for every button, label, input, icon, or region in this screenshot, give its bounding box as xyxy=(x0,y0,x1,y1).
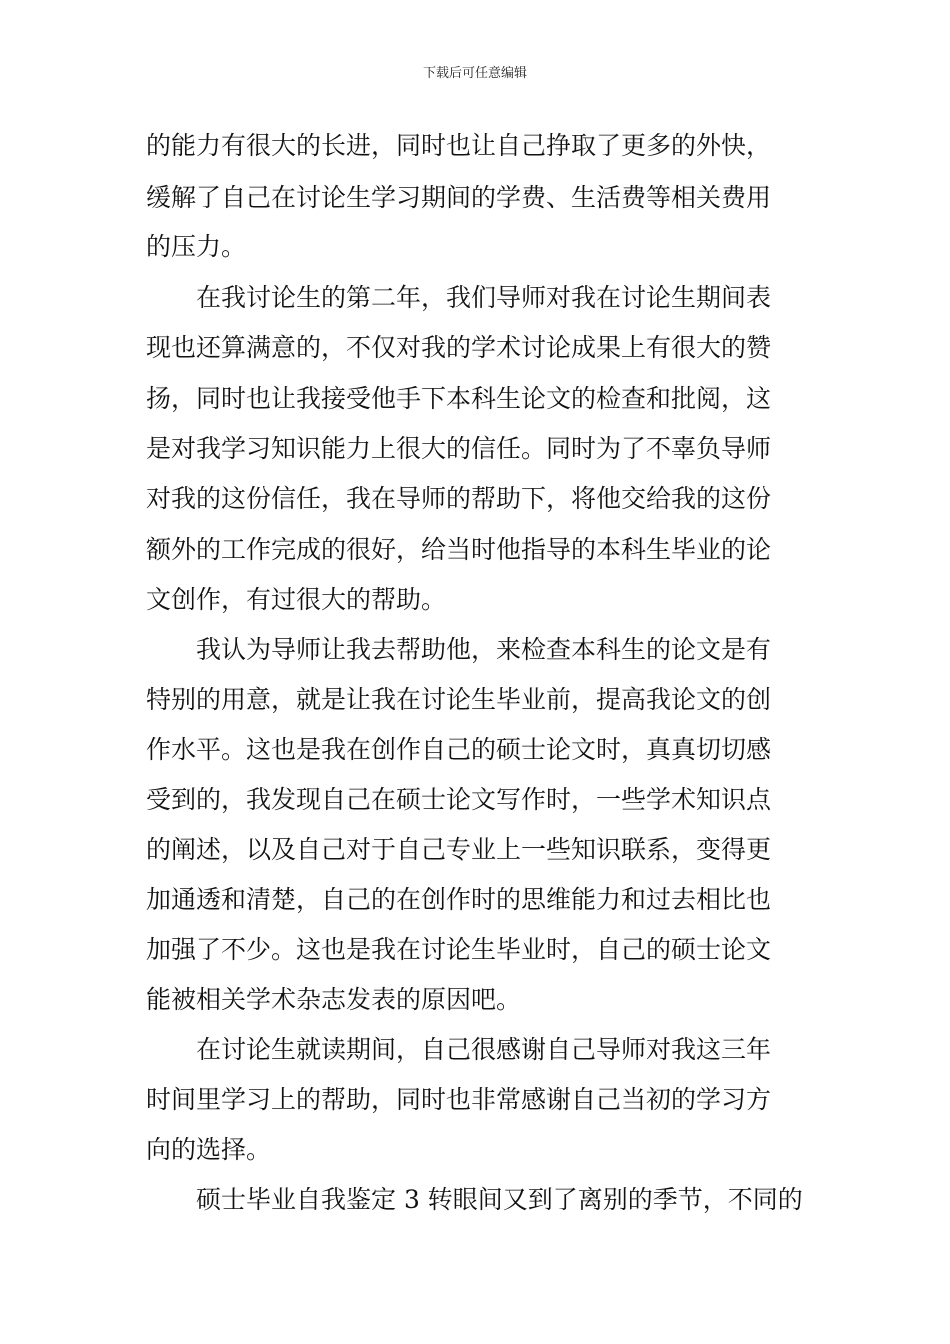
text-line: 特别的用意，就是让我在讨论生毕业前，提高我论文的创 xyxy=(146,685,772,714)
paragraph-first-line: 在讨论生就读期间，自己很感谢自己导师对我这三年 xyxy=(196,1035,772,1064)
text-line: 对我的这份信任，我在导师的帮助下，将他交给我的这份 xyxy=(146,484,772,513)
text-line: 向的选择。 xyxy=(146,1135,272,1164)
text-line: 加通透和清楚，自己的在创作时的思维能力和过去相比也 xyxy=(146,885,772,914)
text-line: 受到的，我发现自己在硕士论文写作时，一些学术知识点 xyxy=(146,785,772,814)
text-line: 是对我学习知识能力上很大的信任。同时为了不辜负导师 xyxy=(146,434,772,463)
paragraph-first-line: 在我讨论生的第二年，我们导师对我在讨论生期间表 xyxy=(196,283,772,312)
text-line: 作水平。这也是我在创作自己的硕士论文时，真真切切感 xyxy=(146,735,772,764)
text-line: 扬，同时也让我接受他手下本科生论文的检查和批阅，这 xyxy=(146,384,772,413)
text-line: 加强了不少。这也是我在讨论生毕业时，自己的硕士论文 xyxy=(146,935,772,964)
text-line: 能被相关学术杂志发表的原因吧。 xyxy=(146,985,522,1014)
text-line: 缓解了自己在讨论生学习期间的学费、生活费等相关费用 xyxy=(146,183,772,212)
text-line: 的阐述，以及自己对于自己专业上一些知识联系，变得更 xyxy=(146,835,772,864)
paragraph-first-line: 硕士毕业自我鉴定 3 转眼间又到了离别的季节，不同的 xyxy=(196,1185,803,1214)
text-line: 额外的工作完成的很好，给当时他指导的本科生毕业的论 xyxy=(146,535,772,564)
text-line: 的能力有很大的长进，同时也让自己挣取了更多的外快， xyxy=(146,131,772,160)
page-header: 下载后可任意编辑 xyxy=(422,66,527,81)
text-line: 文创作，有过很大的帮助。 xyxy=(146,585,447,614)
text-line: 的压力。 xyxy=(146,232,247,261)
paragraph-first-line: 我认为导师让我去帮助他，来检查本科生的论文是有 xyxy=(196,635,772,664)
text-line: 时间里学习上的帮助，同时也非常感谢自己当初的学习方 xyxy=(146,1085,772,1114)
text-line: 现也还算满意的，不仅对我的学术讨论成果上有很大的赞 xyxy=(146,333,772,362)
